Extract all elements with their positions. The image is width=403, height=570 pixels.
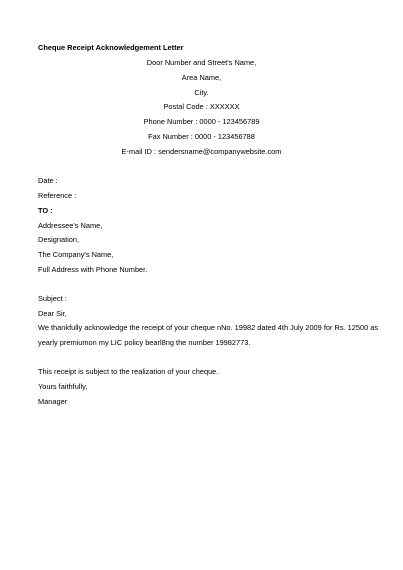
sender-city: City. bbox=[194, 88, 209, 97]
sender-email: E-mail ID : sendersname@companywebsite.com bbox=[121, 147, 282, 156]
document-title: Cheque Receipt Acknowledgement Letter bbox=[38, 43, 184, 52]
body-line-2: yearly premiumon my LIC policy bearl8ng the number 19982773. bbox=[38, 338, 251, 347]
addressee-address: Full Address with Phone Number. bbox=[38, 265, 148, 274]
date-label: Date : bbox=[38, 176, 58, 185]
body-line-1: We thankfully acknowledge the receipt of your cheque nNo. 19982 dated 4th July 2009 for Rs. 12500 as bbox=[38, 323, 379, 332]
salutation: Dear Sir, bbox=[38, 309, 67, 318]
sender-postal-code: Postal Code : XXXXXX bbox=[163, 102, 240, 111]
addressee-designation: Designation, bbox=[38, 235, 80, 244]
to-label: TO : bbox=[38, 206, 53, 215]
signer-title: Manager bbox=[38, 397, 68, 406]
sender-phone: Phone Number : 0000 - 123456789 bbox=[143, 117, 260, 126]
addressee-company: The Company's Name, bbox=[38, 250, 114, 259]
sender-fax: Fax Number : 0000 - 123456788 bbox=[148, 132, 255, 141]
subject-label: Subject : bbox=[38, 294, 67, 303]
valediction: Yours faithfully, bbox=[38, 382, 88, 391]
reference-label: Reference : bbox=[38, 191, 77, 200]
addressee-name: Addressee's Name, bbox=[38, 221, 103, 230]
body-line-3: This receipt is subject to the realization of your cheque. bbox=[38, 367, 219, 376]
sender-street: Door Number and Street's Name, bbox=[146, 58, 257, 67]
sender-area: Area Name, bbox=[181, 73, 222, 82]
